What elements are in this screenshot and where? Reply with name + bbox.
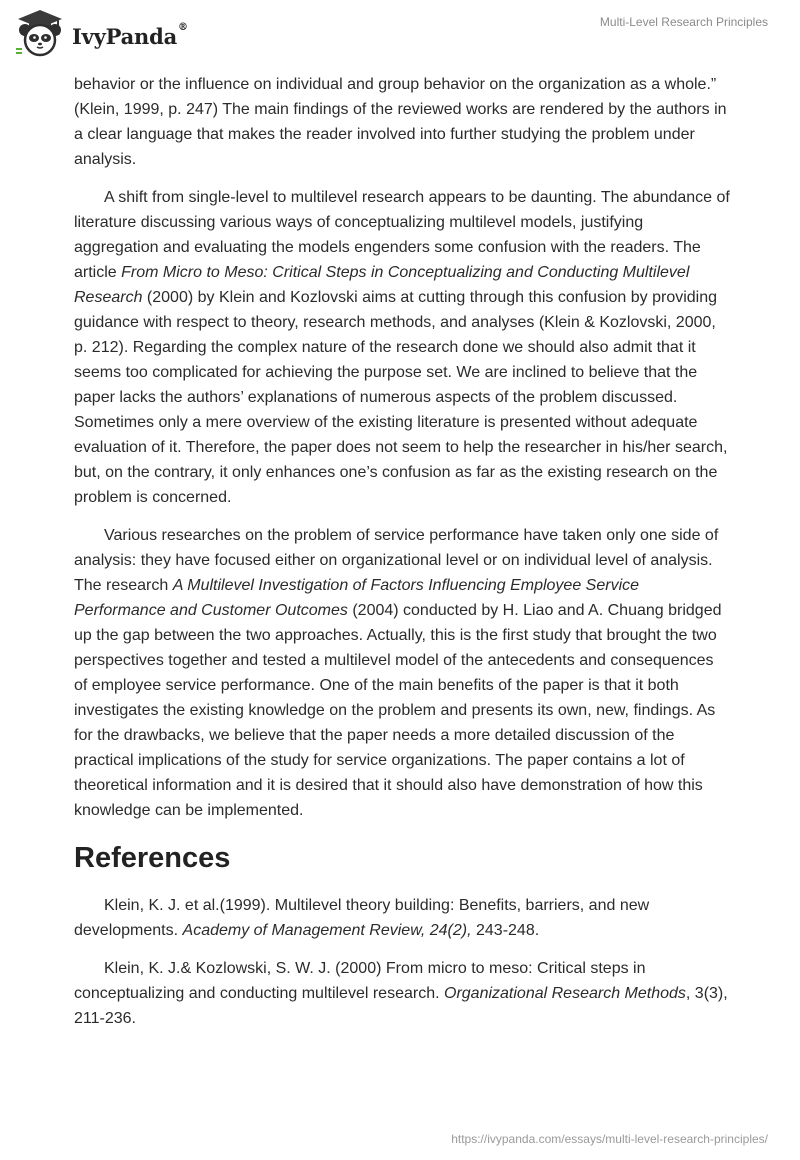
logo-wordmark: IvyPanda® <box>72 21 188 49</box>
reference-item: Klein, K. J.& Kozlowski, S. W. J. (2000) From micro to meso: Critical steps in conceptualizing and conducting multilevel research. Organizational Research Methods, 3(3), 211-236. <box>74 960 728 1027</box>
reference-item: Klein, K. J. et al.(1999). Multilevel theory building: Benefits, barriers, and new developments. Academy of Management Review, 24(2), 243-248. <box>74 897 650 939</box>
panda-graduate-icon <box>14 8 66 58</box>
source-url-link[interactable]: https://ivypanda.com/essays/multi-level-research-principles/ <box>451 1132 768 1146</box>
document-title: Multi-Level Research Principles <box>599 15 768 29</box>
paragraph-3: Various researches on the problem of service performance have taken only one side of analysis: they have focused either on organizational level or on individual level of analysis. The research A Multilevel Investigation of Factors Influencing Employee Service Performance and Customer Outcomes (2004) conducted by H. Liao and A. Chuang bridged up the gap between the two approaches. Actually, this is the first study that brought the two perspectives together and tested a multilevel model of the antecedents and consequences of employee service performance. One of the main benefits of the paper is that it both investigates the existing knowledge on the problem and presents its own, new, findings. As for the drawbacks, we believe that the paper needs a more detailed discussion of the practical implications of the study for service organizations. The paper contains a lot of theoretical information and it is desired that it should also have demonstration of how this knowledge can be implemented. <box>74 527 722 819</box>
references-heading: References <box>74 842 231 874</box>
paragraph-1: behavior or the influence on individual and group behavior on the organization as a whole.” (Klein, 1999, p. 247) The main findings of the reviewed works are rendered by the authors in a clear language that makes the reader involved into further studying the problem under analysis. <box>74 76 727 168</box>
article-title-2: A Multilevel Investigation of Factors Influencing Employee Service Performance and Customer Outcomes <box>74 577 640 619</box>
ivypanda-logo[interactable] <box>14 8 188 58</box>
essay-content <box>74 72 730 1044</box>
article-title-1: From Micro to Meso: Critical Steps in Conceptualizing and Conducting Multilevel Research <box>74 264 690 306</box>
page-header <box>0 0 800 70</box>
paragraph-2: A shift from single-level to multilevel research appears to be daunting. The abundance of literature discussing various ways of conceptualizing multilevel models, justifying aggregation and evaluating the models engenders some confusion with the readers. The article From Micro to Meso: Critical Steps in Conceptualizing and Conducting Multilevel Research (2000) by Klein and Kozlovski aims at cutting through this confusion by providing guidance with respect to theory, research methods, and analyses (Klein & Kozlovski, 2000, p. 212). Regarding the complex nature of the research done we should also admit that it seems too complicated for achieving the purpose set. We are inclined to believe that the paper lacks the authors’ explanations of numerous aspects of the problem discussed. Sometimes only a mere overview of the existing literature is presented without adequate evaluation of it. Therefore, the paper does not seem to help the researcher in his/her search, but, on the contrary, it only enhances one’s confusion as far as the existing research on the problem is concerned. <box>74 189 730 506</box>
